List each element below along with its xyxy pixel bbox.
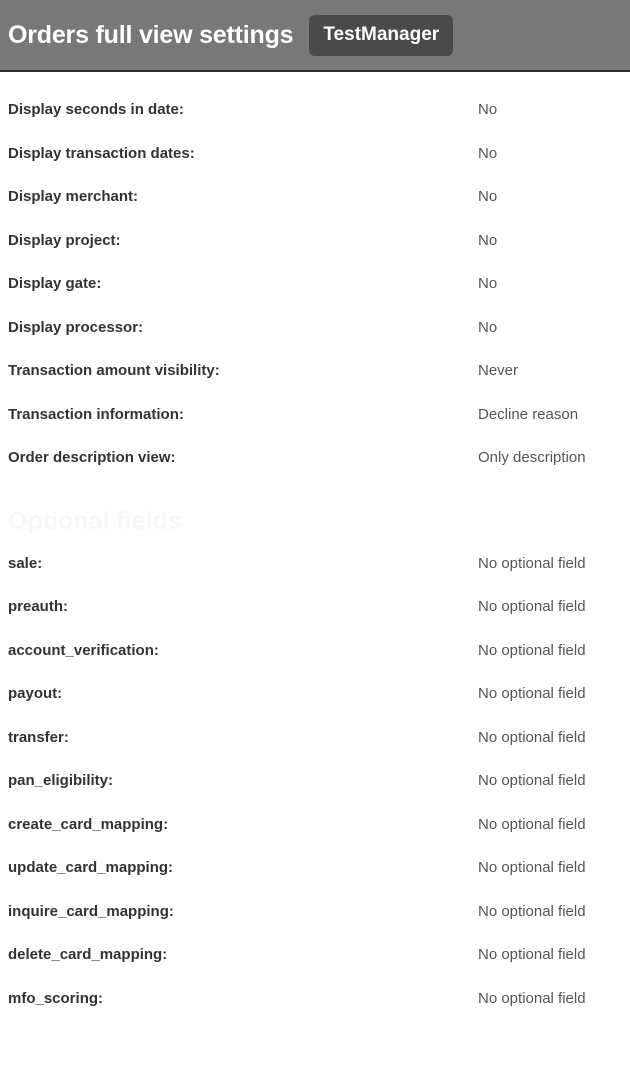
settings-row-value: No (478, 318, 498, 336)
settings-row (8, 72, 622, 145)
settings-row (8, 449, 622, 493)
optional-field-label: sale: (8, 554, 43, 572)
optional-field-label: account_verification: (8, 641, 159, 659)
optional-field-value: No optional field (478, 772, 586, 789)
optional-field-value: No optional field (478, 946, 586, 963)
settings-row-value: No (478, 188, 498, 205)
optional-field-value: No optional field (478, 815, 586, 833)
optional-field-value: No optional field (478, 554, 586, 572)
optional-field-row (8, 990, 622, 1034)
settings-row-value: No (478, 101, 498, 118)
page-header (0, 0, 630, 72)
settings-row (8, 362, 622, 406)
optional-field-value: No optional field (478, 989, 586, 1007)
optional-field-row (8, 816, 622, 860)
optional-field-label: transfer: (8, 728, 69, 746)
settings-row-label: Transaction amount visibility: (8, 362, 220, 379)
settings-row-value: Decline reason (478, 405, 579, 423)
optional-field-row (8, 903, 622, 947)
optional-field-value: No optional field (478, 685, 586, 702)
optional-fields-list (0, 555, 630, 1034)
settings-row-label: Display gate: (8, 275, 102, 292)
manager-badge: TestManager (309, 15, 453, 56)
settings-row-label: Display merchant: (8, 188, 139, 205)
settings-row-label: Display project: (8, 231, 121, 249)
settings-row-label: Display processor: (8, 318, 144, 336)
optional-field-label: mfo_scoring: (8, 989, 104, 1007)
optional-field-value: No optional field (478, 598, 586, 615)
optional-field-row (8, 598, 622, 642)
settings-row (8, 188, 622, 232)
settings-row (8, 406, 622, 450)
optional-field-row (8, 772, 622, 816)
optional-field-row (8, 555, 622, 599)
optional-field-label: payout: (8, 685, 63, 702)
settings-row (8, 319, 622, 363)
optional-field-label: create_card_mapping: (8, 815, 169, 833)
optional-field-value: No optional field (478, 859, 586, 876)
optional-field-row (8, 946, 622, 990)
settings-row-label: Display seconds in date: (8, 101, 184, 118)
optional-field-label: delete_card_mapping: (8, 946, 168, 963)
optional-field-label: inquire_card_mapping: (8, 902, 174, 920)
optional-field-value: No optional field (478, 902, 586, 920)
settings-row-value: Only description (478, 449, 586, 466)
optional-field-value: No optional field (478, 641, 586, 659)
optional-field-row (8, 685, 622, 729)
optional-field-row (8, 729, 622, 773)
optional-field-row (8, 642, 622, 686)
optional-fields-heading: Optional fields (8, 506, 182, 535)
settings-row-value: No (478, 275, 498, 292)
settings-row-label: Transaction information: (8, 405, 184, 423)
settings-row-label: Order description view: (8, 449, 176, 466)
settings-list (0, 72, 630, 493)
settings-row (8, 275, 622, 319)
page-title: Orders full view settings (8, 20, 294, 49)
optional-field-label: pan_eligibility: (8, 772, 114, 789)
optional-field-label: preauth: (8, 598, 68, 615)
settings-row-label: Display transaction dates: (8, 144, 195, 162)
optional-field-value: No optional field (478, 728, 586, 746)
optional-field-row (8, 859, 622, 903)
settings-row-value: No (478, 231, 498, 249)
settings-row-value: No (478, 144, 498, 162)
optional-field-label: update_card_mapping: (8, 859, 174, 876)
settings-row (8, 145, 622, 189)
settings-row-value: Never (478, 362, 519, 379)
settings-row (8, 232, 622, 276)
